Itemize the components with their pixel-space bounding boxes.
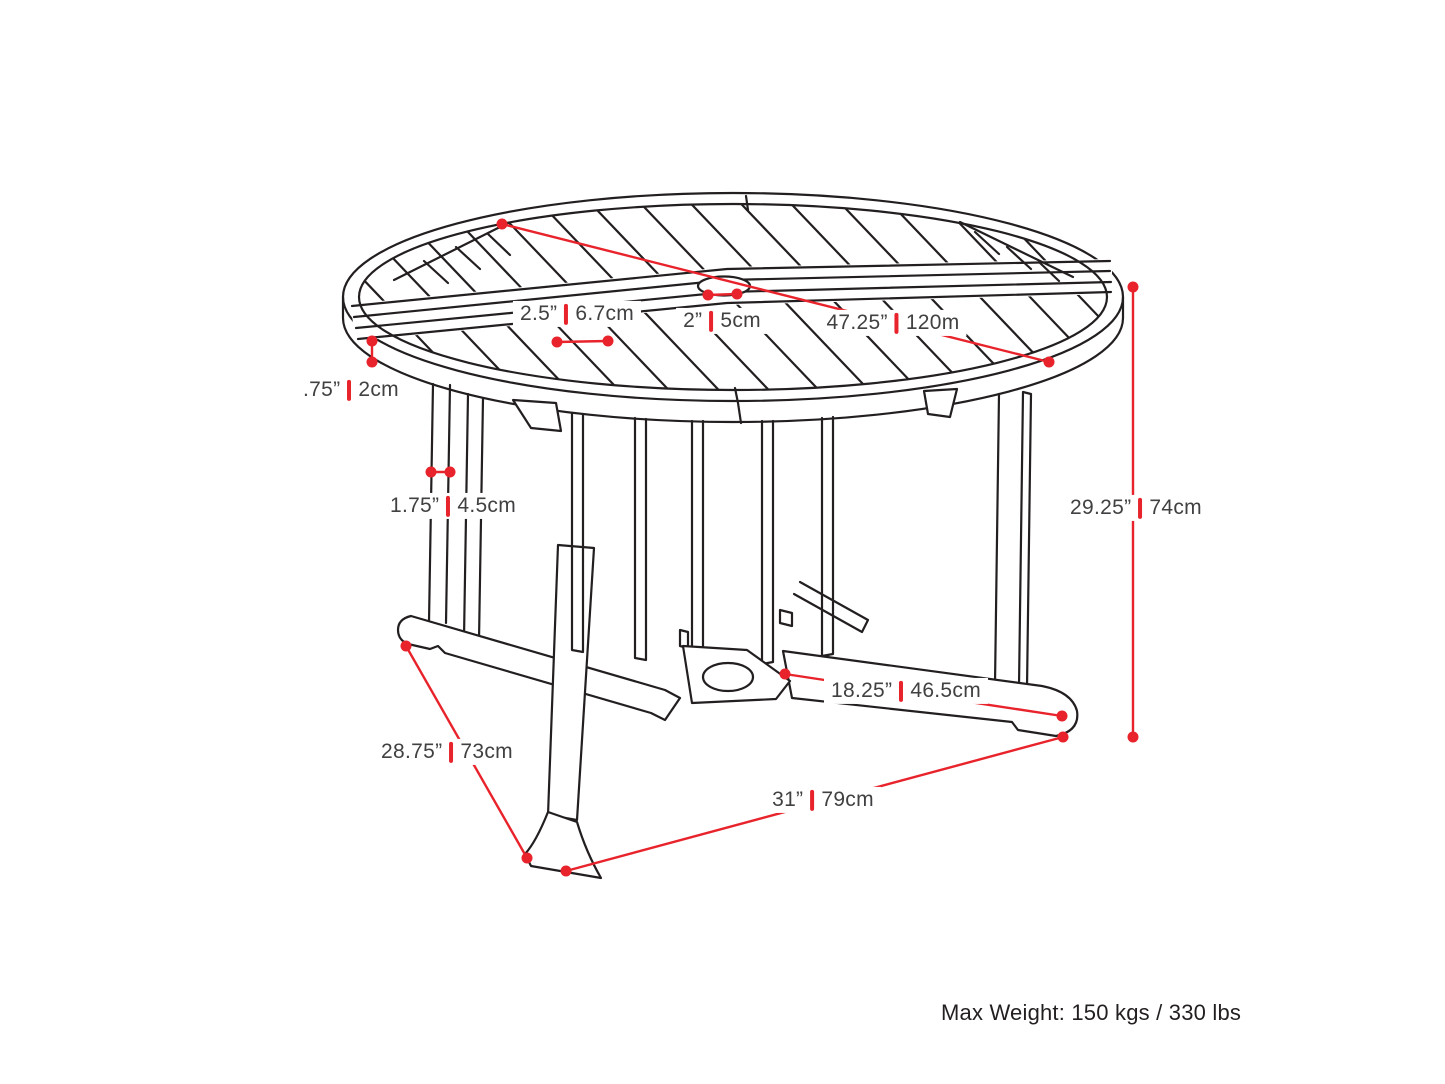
dimension-value-inches: 1.75”	[389, 493, 440, 517]
dimension-line-tabletop-thickness	[367, 336, 378, 368]
dimension-value-cm: 2cm	[358, 377, 399, 401]
dimension-value-inches: 47.25”	[826, 310, 888, 334]
dimension-label-tabletop-diameter	[819, 310, 966, 336]
dimension-value-cm: 6.7cm	[575, 301, 635, 325]
right-hinge-bracket	[924, 389, 957, 417]
unit-separator-bar	[895, 312, 899, 333]
pedestal-panels	[572, 413, 833, 664]
dimension-value-cm: 5cm	[720, 308, 761, 332]
dimension-value-inches: 2”	[683, 308, 703, 332]
dimension-label-umbrella-hole	[676, 308, 768, 334]
unit-separator-bar	[709, 310, 713, 331]
unit-separator-bar	[1138, 497, 1142, 518]
unit-separator-bar	[810, 789, 814, 810]
dimension-value-cm: 73cm	[460, 739, 513, 763]
unit-separator-bar	[449, 741, 453, 762]
dimension-label-base-width	[765, 787, 881, 813]
dimension-value-cm: 79cm	[821, 787, 874, 811]
dimension-label-base-depth	[374, 739, 520, 765]
dimension-label-table-height	[1063, 495, 1209, 521]
dimension-value-cm: 120m	[905, 310, 960, 334]
dimension-line-slat-width	[552, 336, 614, 348]
dimension-value-cm: 74cm	[1149, 495, 1202, 519]
right-leg	[995, 392, 1031, 688]
max-weight-note: Max Weight: 150 kgs / 330 lbs	[941, 1000, 1242, 1025]
dimension-value-inches: 2.5”	[519, 301, 558, 325]
unit-separator-bar	[899, 680, 903, 701]
dimension-value-inches: 31”	[772, 787, 804, 811]
unit-separator-bar	[446, 495, 450, 516]
table-base	[398, 384, 1077, 878]
unit-separator-bar	[347, 379, 351, 400]
dimension-value-cm: 46.5cm	[910, 678, 982, 702]
left-hinge-bracket	[513, 400, 561, 431]
dimension-value-inches: .75”	[303, 377, 341, 401]
dimension-value-cm: 4.5cm	[457, 493, 517, 517]
rear-stretcher	[794, 582, 868, 632]
dimension-label-slat-width	[513, 301, 641, 327]
dimension-value-inches: 18.25”	[830, 678, 893, 702]
dimension-label-tabletop-thickness	[296, 377, 406, 403]
dimension-label-leg-width	[383, 493, 523, 519]
dimension-line-leg-width	[426, 467, 456, 478]
dimension-label-foot-length	[824, 678, 988, 704]
dimension-value-inches: 28.75”	[381, 739, 443, 763]
unit-separator-bar	[564, 303, 568, 324]
dimension-value-inches: 29.25”	[1070, 495, 1132, 519]
